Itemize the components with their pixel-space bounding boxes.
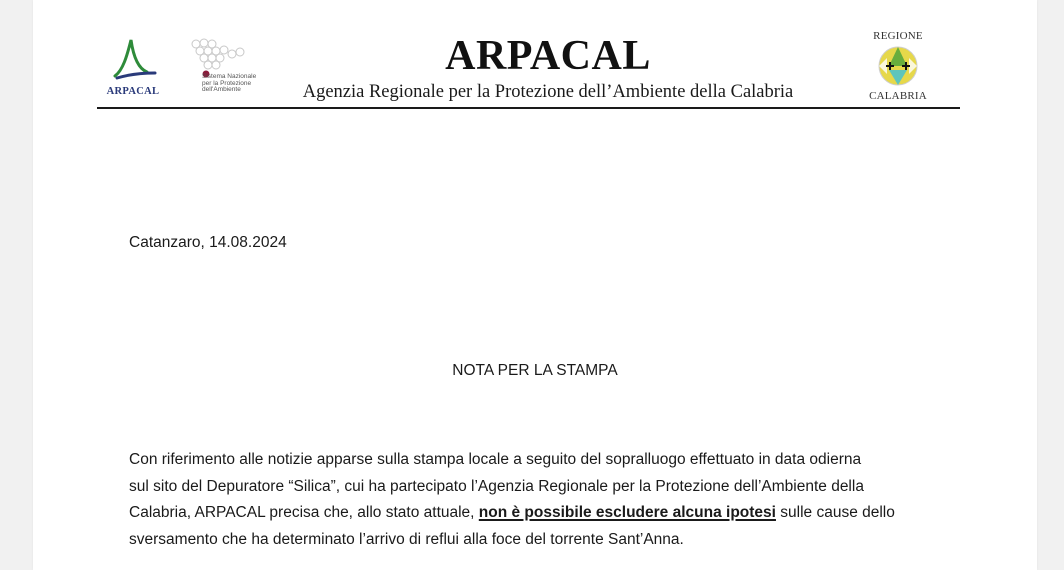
regione-calabria-logo [865, 30, 931, 102]
header-divider [97, 107, 960, 109]
organization-subtitle: Agenzia Regionale per la Protezione dell’Ambiente della Calabria [302, 82, 794, 102]
snpa-hexagon-network-icon [188, 38, 248, 78]
place-and-date: Catanzaro, 14.08.2024 [129, 234, 287, 251]
snpa-text: Sistema Nazionale per la Protezione dell'Ambiente [202, 73, 257, 93]
document-page [33, 0, 1037, 570]
snpa-logo [188, 38, 278, 98]
calabria-label: CALABRIA [869, 90, 927, 102]
body-line-4: sversamento che ha determinato l’arrivo di reflui alla foce del torrente Sant’Anna. [129, 530, 684, 548]
press-note-body [129, 447, 949, 553]
regione-label: REGIONE [873, 30, 923, 42]
arpacal-mark-icon [105, 36, 161, 86]
arpacal-wordmark: ARPACAL [106, 86, 160, 97]
body-line-3-before: Calabria, ARPACAL precisa che, allo stato attuale, [129, 504, 479, 521]
press-note-heading: NOTA PER LA STAMPA [452, 362, 618, 379]
body-line-2: sul sito del Depuratore “Silica”, cui ha partecipato l’Agenzia Regionale per la Protezione dell’Ambiente della [129, 477, 864, 495]
body-line-1: Con riferimento alle notizie apparse sulla stampa locale a seguito del sopralluogo effettuato in data odierna [129, 451, 862, 468]
body-line-3 [129, 500, 949, 527]
arpacal-logo [105, 36, 161, 102]
calabria-emblem-icon [878, 46, 918, 86]
body-line-3-after: sulle cause dello [775, 504, 895, 521]
organization-title: ARPACAL [445, 33, 651, 79]
letterhead-title-block [278, 32, 818, 103]
emphasized-statement: non è possibile escludere alcuna ipotesi [478, 504, 776, 521]
